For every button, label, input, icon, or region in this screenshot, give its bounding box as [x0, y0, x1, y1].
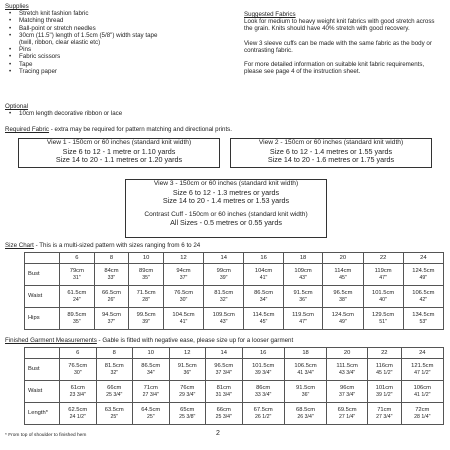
inch-value: 29 3/4"	[179, 391, 196, 398]
inch-value: 32"	[219, 296, 228, 303]
inch-value: 30"	[73, 369, 82, 376]
row-label: Hips	[25, 308, 60, 330]
cm-value: 76.5cm	[174, 289, 194, 296]
inch-value: 34"	[259, 296, 268, 303]
list-item: • Tape	[5, 61, 210, 68]
suggested-para-3: For more detailed information on suitable knit fabric requirements, please see page 4 of the instruction sheet.	[244, 61, 425, 76]
size-header-cell: 16	[242, 348, 284, 359]
footnote: * From top of shoulder to finished hem	[5, 433, 87, 438]
measurement-cell	[244, 264, 283, 286]
inch-value: 23 3/4"	[69, 391, 86, 398]
view2-line-3: Size 14 to 20 - 1.6 metres or 1.75 yards	[267, 155, 395, 165]
cm-value: 68.5cm	[296, 406, 316, 413]
view3-line-3: Size 14 to 20 - 1.4 metres or 1.53 yards	[162, 196, 290, 206]
inch-value: 39"	[219, 274, 228, 281]
cm-value: 114.5cm	[252, 311, 275, 318]
cm-value: 124.5cm	[331, 311, 355, 318]
inch-value: 27 3/4"	[376, 413, 393, 420]
cm-value: 61cm	[70, 384, 85, 391]
inch-value: 25 3/4"	[215, 413, 232, 420]
inch-value: 45"	[339, 274, 347, 281]
view2-line-2: Size 6 to 12 - 1.4 metres or 1.55 yards	[269, 146, 393, 156]
size-chart-heading-line	[5, 242, 445, 249]
measurement-cell	[242, 381, 284, 403]
measurement-cell	[60, 381, 97, 403]
view3-box	[125, 179, 327, 238]
view2-box	[230, 138, 432, 168]
page-number: 2	[216, 430, 220, 437]
cm-value: 67.5cm	[253, 406, 273, 413]
measurement-cell	[206, 403, 243, 425]
table-row	[25, 308, 444, 330]
inch-value: 39 3/4"	[255, 369, 272, 376]
suggested-heading: Suggested Fabrics	[244, 11, 296, 18]
measurement-cell	[204, 286, 244, 308]
cm-value: 101.5cm	[252, 362, 275, 369]
measurement-cell	[323, 286, 363, 308]
inch-value: 43 3/4"	[338, 369, 356, 376]
size-header-cell: 20	[323, 253, 363, 264]
size-header-cell: 18	[284, 348, 326, 359]
finished-table	[24, 347, 444, 425]
measurement-cell	[327, 403, 368, 425]
size-header-cell: 8	[96, 348, 133, 359]
cm-value: 94.5cm	[101, 311, 121, 318]
cm-value: 104cm	[254, 267, 273, 274]
inch-value: 26"	[107, 296, 116, 303]
inch-value: 49"	[339, 318, 347, 325]
cm-value: 76cm	[180, 384, 195, 391]
table-row	[25, 286, 444, 308]
cm-value: 91.5cm	[177, 362, 197, 369]
cm-value: 121.5cm	[411, 362, 434, 369]
list-item: • Ball-point or stretch needles	[5, 25, 210, 32]
size-header-cell: 20	[327, 348, 368, 359]
inch-value: 38"	[339, 296, 347, 303]
measurement-cell	[403, 264, 443, 286]
cm-value: 69.5cm	[337, 406, 357, 413]
required-fabric-line	[5, 126, 445, 133]
size-header-cell: 22	[368, 348, 402, 359]
inch-value: 35"	[142, 274, 150, 281]
inch-value: 42"	[419, 296, 428, 303]
cm-value: 89cm	[139, 267, 154, 274]
cm-value: 81.5cm	[214, 289, 234, 296]
inch-value: 25 3/4"	[106, 391, 123, 398]
cm-value: 81.5cm	[104, 362, 124, 369]
cm-value: 86.5cm	[141, 362, 161, 369]
inch-value: 33"	[107, 274, 116, 281]
inch-value: 25 3/8"	[179, 413, 196, 420]
measurement-cell	[368, 359, 402, 381]
cm-value: 109.5cm	[212, 311, 235, 318]
cm-value: 96.5cm	[333, 289, 353, 296]
inch-value: 41"	[259, 274, 268, 281]
measurement-cell	[401, 403, 443, 425]
cm-value: 101.5cm	[371, 289, 395, 296]
row-label: Waist	[25, 286, 60, 308]
measurement-cell	[60, 403, 97, 425]
table-row	[25, 403, 444, 425]
inch-value: 43"	[219, 318, 228, 325]
cm-value: 65cm	[180, 406, 195, 413]
measurement-cell	[242, 403, 284, 425]
supplies-section	[5, 3, 210, 75]
measurement-cell	[244, 308, 283, 330]
size-header-row	[25, 253, 444, 264]
inch-value: 24 1/2"	[69, 413, 86, 420]
size-header-cell: 14	[206, 348, 243, 359]
measurement-cell	[327, 359, 368, 381]
cm-value: 62.5cm	[68, 406, 88, 413]
row-label: Length*	[25, 403, 60, 425]
inch-value: 37 3/4"	[338, 391, 356, 398]
measurement-cell	[169, 359, 206, 381]
suggested-para-2: View 3 sleeve cuffs can be made with the same fabric as the body or contrasting fabric.	[244, 39, 432, 54]
measurement-cell	[133, 359, 170, 381]
view1-line-2: Size 6 to 12 - 1 metre or 1.10 yards	[62, 146, 176, 156]
list-item: • Pins	[5, 46, 210, 53]
size-header-row	[25, 348, 444, 359]
optional-section	[5, 103, 205, 117]
inch-value: 36"	[183, 369, 192, 376]
cm-value: 106.5cm	[412, 289, 435, 296]
cm-value: 96.5cm	[214, 362, 234, 369]
required-heading: Required Fabric	[5, 126, 50, 133]
inch-value: 53"	[419, 318, 428, 325]
inch-value: 51"	[379, 318, 387, 325]
size-chart-note: - This is a multi-sized pattern with sizes ranging from 6 to 24	[33, 242, 201, 249]
finished-heading: Finished Garment Measurements	[5, 337, 97, 344]
view1-line-3: Size 14 to 20 - 1.1 metres or 1.20 yards	[55, 155, 183, 165]
measurement-cell	[401, 381, 443, 403]
cm-value: 71.5cm	[136, 289, 156, 296]
inch-value: 30"	[179, 296, 188, 303]
measurement-cell	[163, 308, 203, 330]
size-header-cell: 6	[60, 348, 97, 359]
view1-box	[18, 138, 220, 168]
cm-value: 89.5cm	[67, 311, 87, 318]
size-header-cell: 24	[403, 253, 443, 264]
inch-value: 47"	[299, 318, 307, 325]
size-header-cell: 10	[133, 348, 170, 359]
inch-value: 27 1/4"	[338, 413, 356, 420]
measurement-cell	[60, 308, 95, 330]
cuff-line-2: All Sizes - 0.5 metres or 0.55 yards	[170, 218, 282, 228]
measurement-cell	[133, 403, 170, 425]
inch-value: 33 3/4"	[255, 391, 272, 398]
measurement-cell	[403, 308, 443, 330]
measurement-cell	[206, 381, 243, 403]
inch-value: 37"	[107, 318, 116, 325]
cm-value: 86cm	[256, 384, 271, 391]
inch-value: 39"	[142, 318, 150, 325]
inch-value: 35"	[73, 318, 81, 325]
cm-value: 101cm	[375, 384, 393, 391]
list-item: • 30cm (11.5") length of 1.5cm (5/8") width stay tape	[5, 32, 210, 39]
cm-value: 96cm	[340, 384, 355, 391]
cm-value: 109cm	[294, 267, 312, 274]
cm-value: 129.5cm	[371, 311, 395, 318]
cm-value: 66cm	[107, 384, 122, 391]
cm-value: 84cm	[104, 267, 119, 274]
size-header-cell: 6	[60, 253, 95, 264]
cm-value: 124.5cm	[412, 267, 435, 274]
measurement-cell	[206, 359, 243, 381]
suggested-fabrics-section	[244, 11, 444, 75]
row-label: Bust	[25, 264, 60, 286]
measurement-cell	[96, 403, 133, 425]
measurement-cell	[283, 308, 322, 330]
view3-line-1: View 3 - 150cm or 60 inches (standard knit width)	[153, 180, 299, 187]
cuff-line-1: Contrast Cuff - 150cm or 60 inches (standard knit width)	[144, 210, 308, 218]
finished-note: - Gable is fitted with negative ease, please size up for a looser garment	[96, 337, 294, 344]
measurement-cell	[169, 403, 206, 425]
measurement-cell	[94, 308, 129, 330]
cm-value: 114cm	[334, 267, 352, 274]
measurement-cell	[60, 359, 97, 381]
measurement-cell	[368, 403, 402, 425]
measurement-cell	[401, 359, 443, 381]
measurement-cell	[204, 308, 244, 330]
measurement-cell	[403, 286, 443, 308]
inch-value: 40"	[379, 296, 387, 303]
inch-value: 28 1/4"	[414, 413, 431, 420]
inch-value: 26 1/2"	[255, 413, 272, 420]
size-header-cell: 10	[129, 253, 164, 264]
size-header-cell: 8	[94, 253, 129, 264]
measurement-cell	[94, 264, 129, 286]
view1-line-1: View 1 - 150cm or 60 inches (standard knit width)	[46, 139, 192, 146]
cm-value: 106cm	[413, 384, 431, 391]
measurement-cell	[163, 264, 203, 286]
optional-heading: Optional	[5, 103, 29, 110]
list-item: • 10cm length decorative ribbon or lace	[5, 110, 205, 117]
measurement-cell	[284, 403, 326, 425]
cm-value: 91.5cm	[293, 289, 313, 296]
size-header-cell: 22	[363, 253, 403, 264]
cm-value: 111.5cm	[336, 362, 358, 369]
list-item: • Tracing paper	[5, 68, 210, 75]
inch-value: 36"	[301, 391, 310, 398]
size-header-cell: 12	[169, 348, 206, 359]
cm-value: 71cm	[143, 384, 158, 391]
measurement-cell	[169, 381, 206, 403]
size-header-cell: 12	[163, 253, 203, 264]
size-chart-table	[24, 252, 444, 330]
measurement-cell	[133, 381, 170, 403]
inch-value: 41"	[179, 318, 188, 325]
cm-value: 72cm	[415, 406, 430, 413]
list-item-continuation: (twill, ribbon, clear elastic etc)	[19, 39, 101, 47]
measurement-cell	[283, 264, 322, 286]
inch-value: 28"	[142, 296, 150, 303]
inch-value: 31 3/4"	[215, 391, 232, 398]
list-item: • Matching thread	[5, 17, 210, 24]
cm-value: 66cm	[216, 406, 231, 413]
measurement-cell	[283, 286, 322, 308]
inch-value: 26 3/4"	[297, 413, 314, 420]
measurement-cell	[327, 381, 368, 403]
cm-value: 79cm	[69, 267, 84, 274]
size-header-cell: 18	[283, 253, 322, 264]
finished-heading-line	[5, 337, 445, 344]
corner-cell	[25, 348, 60, 359]
inch-value: 43"	[299, 274, 307, 281]
size-header-cell: 16	[244, 253, 283, 264]
size-header-cell: 24	[401, 348, 443, 359]
measurement-cell	[284, 381, 326, 403]
measurement-cell	[94, 286, 129, 308]
cm-value: 81cm	[216, 384, 231, 391]
measurement-cell	[163, 286, 203, 308]
cm-value: 99.5cm	[136, 311, 156, 318]
view3-line-2: Size 6 to 12 - 1.3 metres or yards	[172, 187, 280, 197]
inch-value: 34"	[146, 369, 155, 376]
row-label: Waist	[25, 381, 60, 403]
list-item: • Stretch knit fashion fabric	[5, 10, 210, 17]
measurement-cell	[242, 359, 284, 381]
measurement-cell	[363, 264, 403, 286]
measurement-cell	[284, 359, 326, 381]
cm-value: 86.5cm	[254, 289, 274, 296]
inch-value: 24"	[73, 296, 81, 303]
measurement-cell	[129, 264, 164, 286]
table-row	[25, 359, 444, 381]
cm-value: 104.5cm	[172, 311, 195, 318]
cm-value: 61.5cm	[67, 289, 87, 296]
corner-cell	[25, 253, 60, 264]
measurement-cell	[96, 359, 133, 381]
inch-value: 45 1/2"	[376, 369, 393, 376]
size-chart-heading: Size Chart	[5, 242, 34, 249]
inch-value: 37"	[179, 274, 188, 281]
inch-value: 49"	[419, 274, 428, 281]
cm-value: 63.5cm	[104, 406, 124, 413]
cm-value: 64.5cm	[141, 406, 161, 413]
view2-line-1: View 2 - 150cm or 60 inches (standard knit width)	[258, 139, 404, 146]
required-note: - extra may be required for pattern matching and directional prints.	[49, 126, 232, 133]
suggested-para-1: Look for medium to heavy weight knit fabrics with good stretch across the grain. Knits should have 40% stretch with good recovery.	[244, 18, 435, 33]
measurement-cell	[363, 308, 403, 330]
measurement-cell	[60, 286, 95, 308]
cm-value: 119cm	[374, 267, 392, 274]
inch-value: 45"	[259, 318, 268, 325]
supplies-list	[5, 10, 210, 75]
measurement-cell	[129, 286, 164, 308]
size-header-cell: 14	[204, 253, 244, 264]
inch-value: 47 1/2"	[414, 369, 431, 376]
measurement-cell	[204, 264, 244, 286]
measurement-cell	[323, 308, 363, 330]
table-row	[25, 381, 444, 403]
inch-value: 36"	[299, 296, 307, 303]
row-label: Bust	[25, 359, 60, 381]
cm-value: 71cm	[377, 406, 392, 413]
inch-value: 41 3/4"	[297, 369, 314, 376]
measurement-cell	[244, 286, 283, 308]
inch-value: 27 3/4"	[142, 391, 159, 398]
cm-value: 106.5cm	[294, 362, 317, 369]
cm-value: 66.5cm	[101, 289, 121, 296]
inch-value: 31"	[73, 274, 81, 281]
measurement-cell	[368, 381, 402, 403]
measurement-cell	[363, 286, 403, 308]
cm-value: 91.5cm	[296, 384, 316, 391]
inch-value: 32"	[110, 369, 119, 376]
cm-value: 94cm	[176, 267, 191, 274]
cm-value: 99cm	[216, 267, 231, 274]
supplies-heading: Supplies	[5, 3, 29, 10]
inch-value: 25"	[146, 413, 155, 420]
inch-value: 25"	[110, 413, 119, 420]
measurement-cell	[323, 264, 363, 286]
cm-value: 119.5cm	[292, 311, 314, 318]
inch-value: 41 1/2"	[414, 391, 431, 398]
table-row	[25, 264, 444, 286]
cm-value: 116cm	[375, 362, 393, 369]
inch-value: 39 1/2"	[376, 391, 393, 398]
measurement-cell	[96, 381, 133, 403]
cm-value: 76.5cm	[68, 362, 88, 369]
measurement-cell	[129, 308, 164, 330]
inch-value: 37 3/4"	[215, 369, 232, 376]
measurement-cell	[60, 264, 95, 286]
cm-value: 134.5cm	[412, 311, 435, 318]
list-item: • Fabric scissors	[5, 53, 210, 60]
inch-value: 47"	[379, 274, 387, 281]
